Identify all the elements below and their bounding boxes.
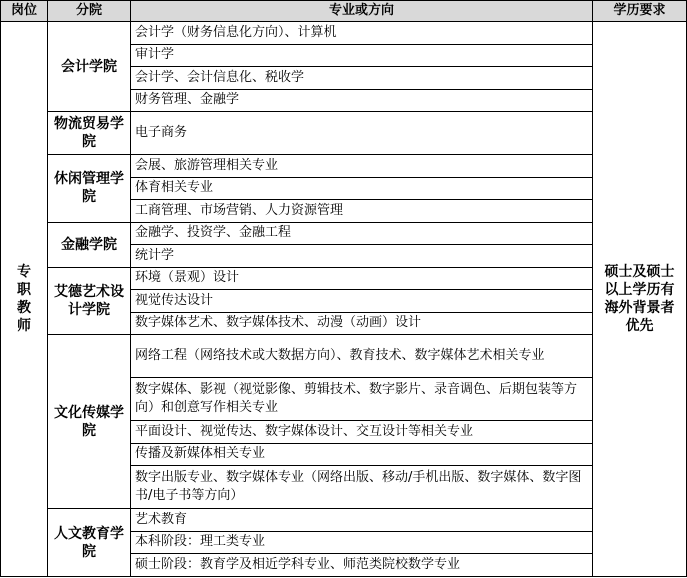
major-cell: 金融学、投资学、金融工程	[131, 222, 593, 245]
major-cell: 数字媒体、影视（视觉影像、剪辑技术、数字影片、录音调色、后期包装等方向）和创意写作相关专业	[131, 378, 593, 421]
table-row	[1, 155, 687, 178]
major-cell: 会计学（财务信息化方向）、计算机	[131, 22, 593, 45]
major-cell: 电子商务	[131, 112, 593, 155]
major-cell: 工商管理、市场营销、人力资源管理	[131, 200, 593, 223]
major-cell: 数字出版专业、数字媒体专业（网络出版、移动/手机出版、数字媒体、数字图书/电子书等方向）	[131, 466, 593, 509]
major-cell: 会展、旅游管理相关专业	[131, 155, 593, 178]
school-cell: 艾德艺术设计学院	[48, 267, 131, 335]
requirement-cell: 硕士及硕士以上学历有海外背景者优先	[593, 22, 687, 577]
header-position: 岗位	[1, 1, 48, 22]
major-cell: 审计学	[131, 44, 593, 67]
school-cell: 休闲管理学院	[48, 155, 131, 223]
major-cell: 环境（景观）设计	[131, 267, 593, 290]
major-cell: 数字媒体艺术、数字媒体技术、动漫（动画）设计	[131, 312, 593, 335]
major-cell: 视觉传达设计	[131, 290, 593, 313]
table-row	[1, 509, 687, 532]
table-row	[1, 267, 687, 290]
table-row	[1, 335, 687, 378]
table-row	[1, 222, 687, 245]
school-cell: 物流贸易学院	[48, 112, 131, 155]
major-cell: 艺术教育	[131, 509, 593, 532]
major-cell: 传播及新媒体相关专业	[131, 443, 593, 466]
major-cell: 体育相关专业	[131, 177, 593, 200]
header-major: 专业或方向	[131, 1, 593, 22]
major-cell: 平面设计、视觉传达、数字媒体设计、交互设计等相关专业	[131, 421, 593, 444]
major-cell: 会计学、会计信息化、税收学	[131, 67, 593, 90]
major-cell: 网络工程（网络技术或大数据方向）、教育技术、数字媒体艺术相关专业	[131, 335, 593, 378]
school-cell: 文化传媒学院	[48, 335, 131, 509]
header-requirement: 学历要求	[593, 1, 687, 22]
school-cell: 会计学院	[48, 22, 131, 112]
major-cell: 财务管理、金融学	[131, 89, 593, 112]
major-cell: 本科阶段：理工类专业	[131, 531, 593, 554]
header-row	[1, 1, 687, 22]
table-row	[1, 112, 687, 155]
school-cell: 金融学院	[48, 222, 131, 267]
header-school: 分院	[48, 1, 131, 22]
major-cell: 统计学	[131, 245, 593, 268]
position-cell: 专职教师	[1, 22, 48, 577]
school-cell: 人文教育学院	[48, 509, 131, 577]
major-cell: 硕士阶段：教育学及相近学科专业、师范类院校数学专业	[131, 554, 593, 577]
table-row	[1, 22, 687, 45]
